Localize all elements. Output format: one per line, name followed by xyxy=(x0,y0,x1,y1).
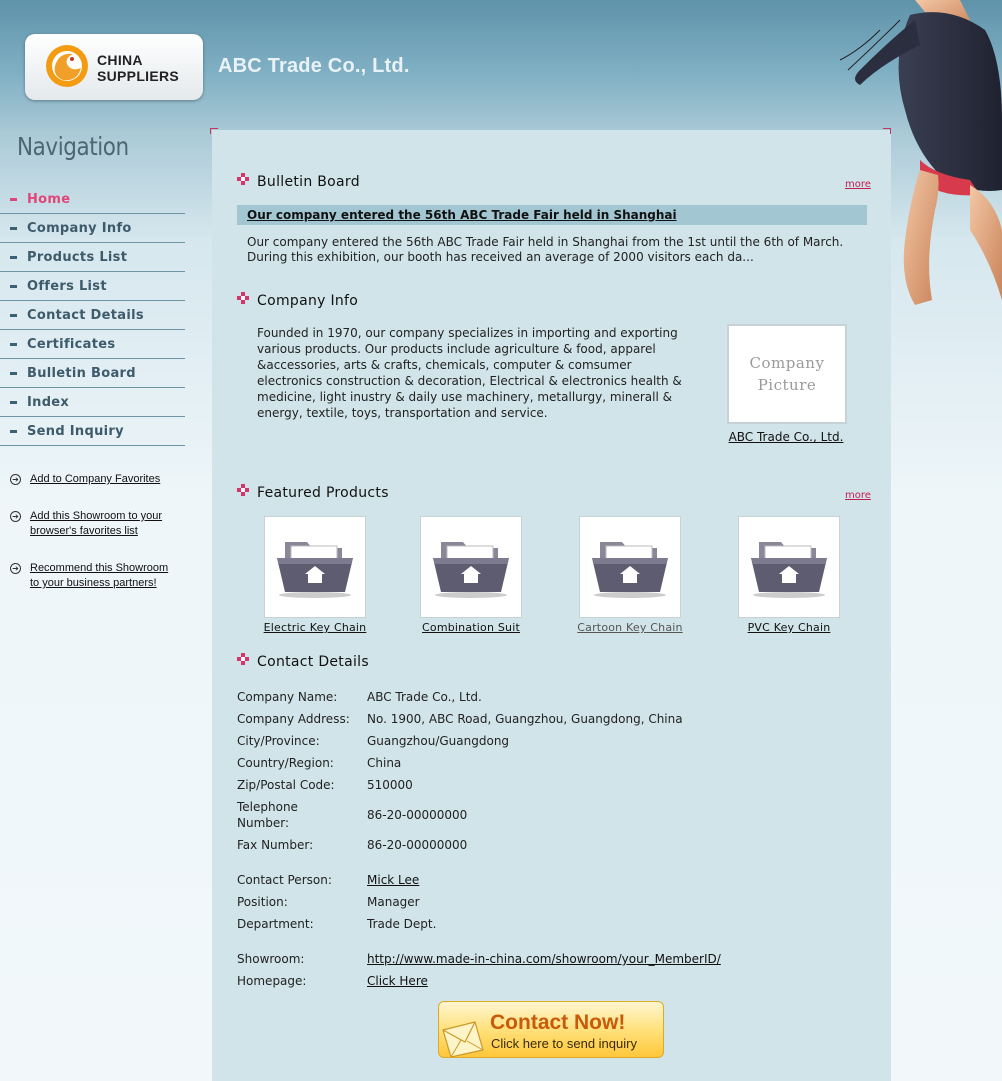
nav-item-label: Index xyxy=(27,394,70,410)
contact-value: Guangzhou/Guangdong xyxy=(367,734,510,748)
contact-key: Homepage: xyxy=(237,974,307,988)
product-name: Combination Suit xyxy=(422,621,520,634)
contact-key: City/Province: xyxy=(237,734,320,748)
contact-value: 510000 xyxy=(367,778,413,792)
contact-now-label: Contact Now! xyxy=(490,1011,626,1034)
showroom-link[interactable]: http://www.made-in-china.com/showroom/your_MemberID/ xyxy=(367,952,721,966)
contact-details-heading xyxy=(237,654,369,670)
folder-home-icon xyxy=(588,534,672,600)
company-picture-placeholder: Company Picture xyxy=(727,324,847,424)
contact-now-sublabel: Click here to send inquiry xyxy=(491,1036,637,1051)
contact-value: China xyxy=(367,756,402,770)
contact-row-homepage xyxy=(237,970,857,992)
nav-item-home[interactable] xyxy=(0,185,185,214)
nav-item-contact-details[interactable] xyxy=(0,301,185,330)
arrow-right-icon: ➔ xyxy=(10,474,21,485)
company-info-heading xyxy=(237,293,358,309)
product-name: Electric Key Chain xyxy=(263,621,367,634)
nav-item-products-list[interactable] xyxy=(0,243,185,272)
nav-item-label: Certificates xyxy=(27,336,116,352)
dragon-logo-icon xyxy=(45,42,91,90)
nav-item-index[interactable] xyxy=(0,388,185,417)
section-title: Featured Products xyxy=(257,485,389,501)
navigation-menu xyxy=(0,185,185,446)
logo-text: CHINA SUPPLIERS xyxy=(97,52,180,84)
contact-value: Manager xyxy=(367,895,420,909)
contact-row-contact-person xyxy=(237,869,857,891)
nav-bullet-icon xyxy=(10,343,17,346)
side-link-text: Add this Showroom to your browser's favorites list xyxy=(30,510,163,537)
nav-item-label: Company Info xyxy=(27,220,132,236)
bulletin-more-link[interactable]: more xyxy=(845,179,871,190)
section-bullet-icon xyxy=(237,292,249,304)
contact-key: Contact Person: xyxy=(237,873,332,887)
section-title: Bulletin Board xyxy=(257,174,360,190)
product-thumbnail xyxy=(579,516,681,618)
contact-row-fax xyxy=(237,834,857,856)
contact-key: Country/Region: xyxy=(237,756,334,770)
contact-value: No. 1900, ABC Road, Guangzhou, Guangdong, China xyxy=(367,712,683,726)
contact-value: 86-20-00000000 xyxy=(367,838,468,852)
product-item[interactable] xyxy=(235,516,395,634)
nav-bullet-icon xyxy=(10,314,17,317)
nav-item-label: Send Inquiry xyxy=(27,423,124,439)
nav-item-label: Contact Details xyxy=(27,307,144,323)
company-picture-link[interactable]: ABC Trade Co., Ltd. xyxy=(728,430,844,444)
side-links xyxy=(10,472,185,613)
contact-value: ABC Trade Co., Ltd. xyxy=(367,690,482,704)
product-name: PVC Key Chain xyxy=(747,621,831,634)
contact-row-telephone xyxy=(237,796,857,834)
navigation-title: Navigation xyxy=(17,132,129,161)
product-thumbnail xyxy=(738,516,840,618)
contact-key: Zip/Postal Code: xyxy=(237,778,335,792)
company-description: Founded in 1970, our company specializes in importing and exporting various products. Our products include agriculture & food, apparel &accessories, arts & crafts, chemicals, computer & comsumer electronics construction & decoration, Electrical & electronics health & medicine, light inustry & daily use machinery, metallurgy, minerall & energy, textile, toys, transportation and service. xyxy=(257,326,682,420)
china-suppliers-logo[interactable] xyxy=(25,34,203,100)
contact-key: Department: xyxy=(237,917,314,931)
contact-key: Company Name: xyxy=(237,690,338,704)
contact-key: Company Address: xyxy=(237,712,350,726)
featured-products-heading xyxy=(237,485,389,501)
nav-item-certificates[interactable] xyxy=(0,330,185,359)
section-bullet-icon xyxy=(237,484,249,496)
homepage-link[interactable]: Click Here xyxy=(367,974,428,988)
product-item[interactable] xyxy=(391,516,551,634)
section-title: Company Info xyxy=(257,293,359,309)
nav-item-offers-list[interactable] xyxy=(0,272,185,301)
contact-row-company-name xyxy=(237,686,857,708)
contact-row-city-province xyxy=(237,730,857,752)
side-link-text: Add to Company Favorites xyxy=(30,473,161,485)
product-thumbnail xyxy=(264,516,366,618)
add-showroom-favorites-link[interactable] xyxy=(10,509,185,539)
nav-item-company-info[interactable] xyxy=(0,214,185,243)
nav-bullet-icon xyxy=(10,227,17,230)
contact-row-company-address xyxy=(237,708,857,730)
company-title: ABC Trade Co., Ltd. xyxy=(218,55,410,77)
recommend-showroom-link[interactable] xyxy=(10,561,185,591)
nav-bullet-icon xyxy=(10,256,17,259)
nav-item-label: Bulletin Board xyxy=(27,365,136,381)
section-bullet-icon xyxy=(237,173,249,185)
nav-bullet-icon xyxy=(10,401,17,404)
nav-item-label: Products List xyxy=(27,249,128,265)
folder-home-icon xyxy=(429,534,513,600)
product-item[interactable] xyxy=(550,516,710,634)
products-more-link[interactable]: more xyxy=(845,490,871,501)
bulletin-headline-link[interactable]: Our company entered the 56th ABC Trade Fair held in Shanghai xyxy=(247,208,677,222)
contact-row-country-region xyxy=(237,752,857,774)
contact-row-showroom xyxy=(237,948,857,970)
nav-bullet-icon xyxy=(10,285,17,288)
contact-key: Showroom: xyxy=(237,952,305,966)
nav-bullet-icon xyxy=(10,372,17,375)
bulletin-board-heading xyxy=(237,174,360,190)
contact-row-zip-code xyxy=(237,774,857,796)
product-item[interactable] xyxy=(709,516,869,634)
folder-home-icon xyxy=(747,534,831,600)
contact-row-department xyxy=(237,913,857,935)
panel-corner-decoration xyxy=(883,128,891,134)
section-title: Contact Details xyxy=(257,654,369,670)
arrow-right-icon: ➔ xyxy=(10,511,21,522)
nav-bullet-icon xyxy=(10,430,17,433)
envelope-icon xyxy=(441,1020,485,1058)
contact-key: Position: xyxy=(237,895,288,909)
nav-item-label: Offers List xyxy=(27,278,107,294)
add-to-favorites-link[interactable] xyxy=(10,472,185,487)
panel-corner-decoration xyxy=(210,128,218,134)
contact-row-position xyxy=(237,891,857,913)
section-bullet-icon xyxy=(237,653,249,665)
side-link-text: Recommend this Showroom to your business partners! xyxy=(30,562,169,589)
contact-now-button[interactable] xyxy=(438,1001,664,1058)
bulletin-summary: Our company entered the 56th ABC Trade Fair held in Shanghai from the 1st until the 6th of March. During this exhibition, our booth has received an average of 2000 visitors each da... xyxy=(247,235,844,264)
product-name: Cartoon Key Chain xyxy=(577,621,683,634)
product-thumbnail xyxy=(420,516,522,618)
folder-home-icon xyxy=(273,534,357,600)
arrow-right-icon: ➔ xyxy=(10,563,21,574)
contact-value: Trade Dept. xyxy=(367,917,437,931)
contact-key: Fax Number: xyxy=(237,838,314,852)
nav-bullet-icon xyxy=(10,198,17,201)
contact-key: Telephone Number: xyxy=(237,800,298,830)
contact-details-table xyxy=(237,686,857,992)
bulletin-headline-bar xyxy=(237,205,867,225)
contact-person-link[interactable]: Mick Lee xyxy=(367,873,420,887)
nav-item-label: Home xyxy=(27,191,71,207)
nav-item-send-inquiry[interactable] xyxy=(0,417,185,446)
contact-value: 86-20-00000000 xyxy=(367,808,468,822)
nav-item-bulletin-board[interactable] xyxy=(0,359,185,388)
